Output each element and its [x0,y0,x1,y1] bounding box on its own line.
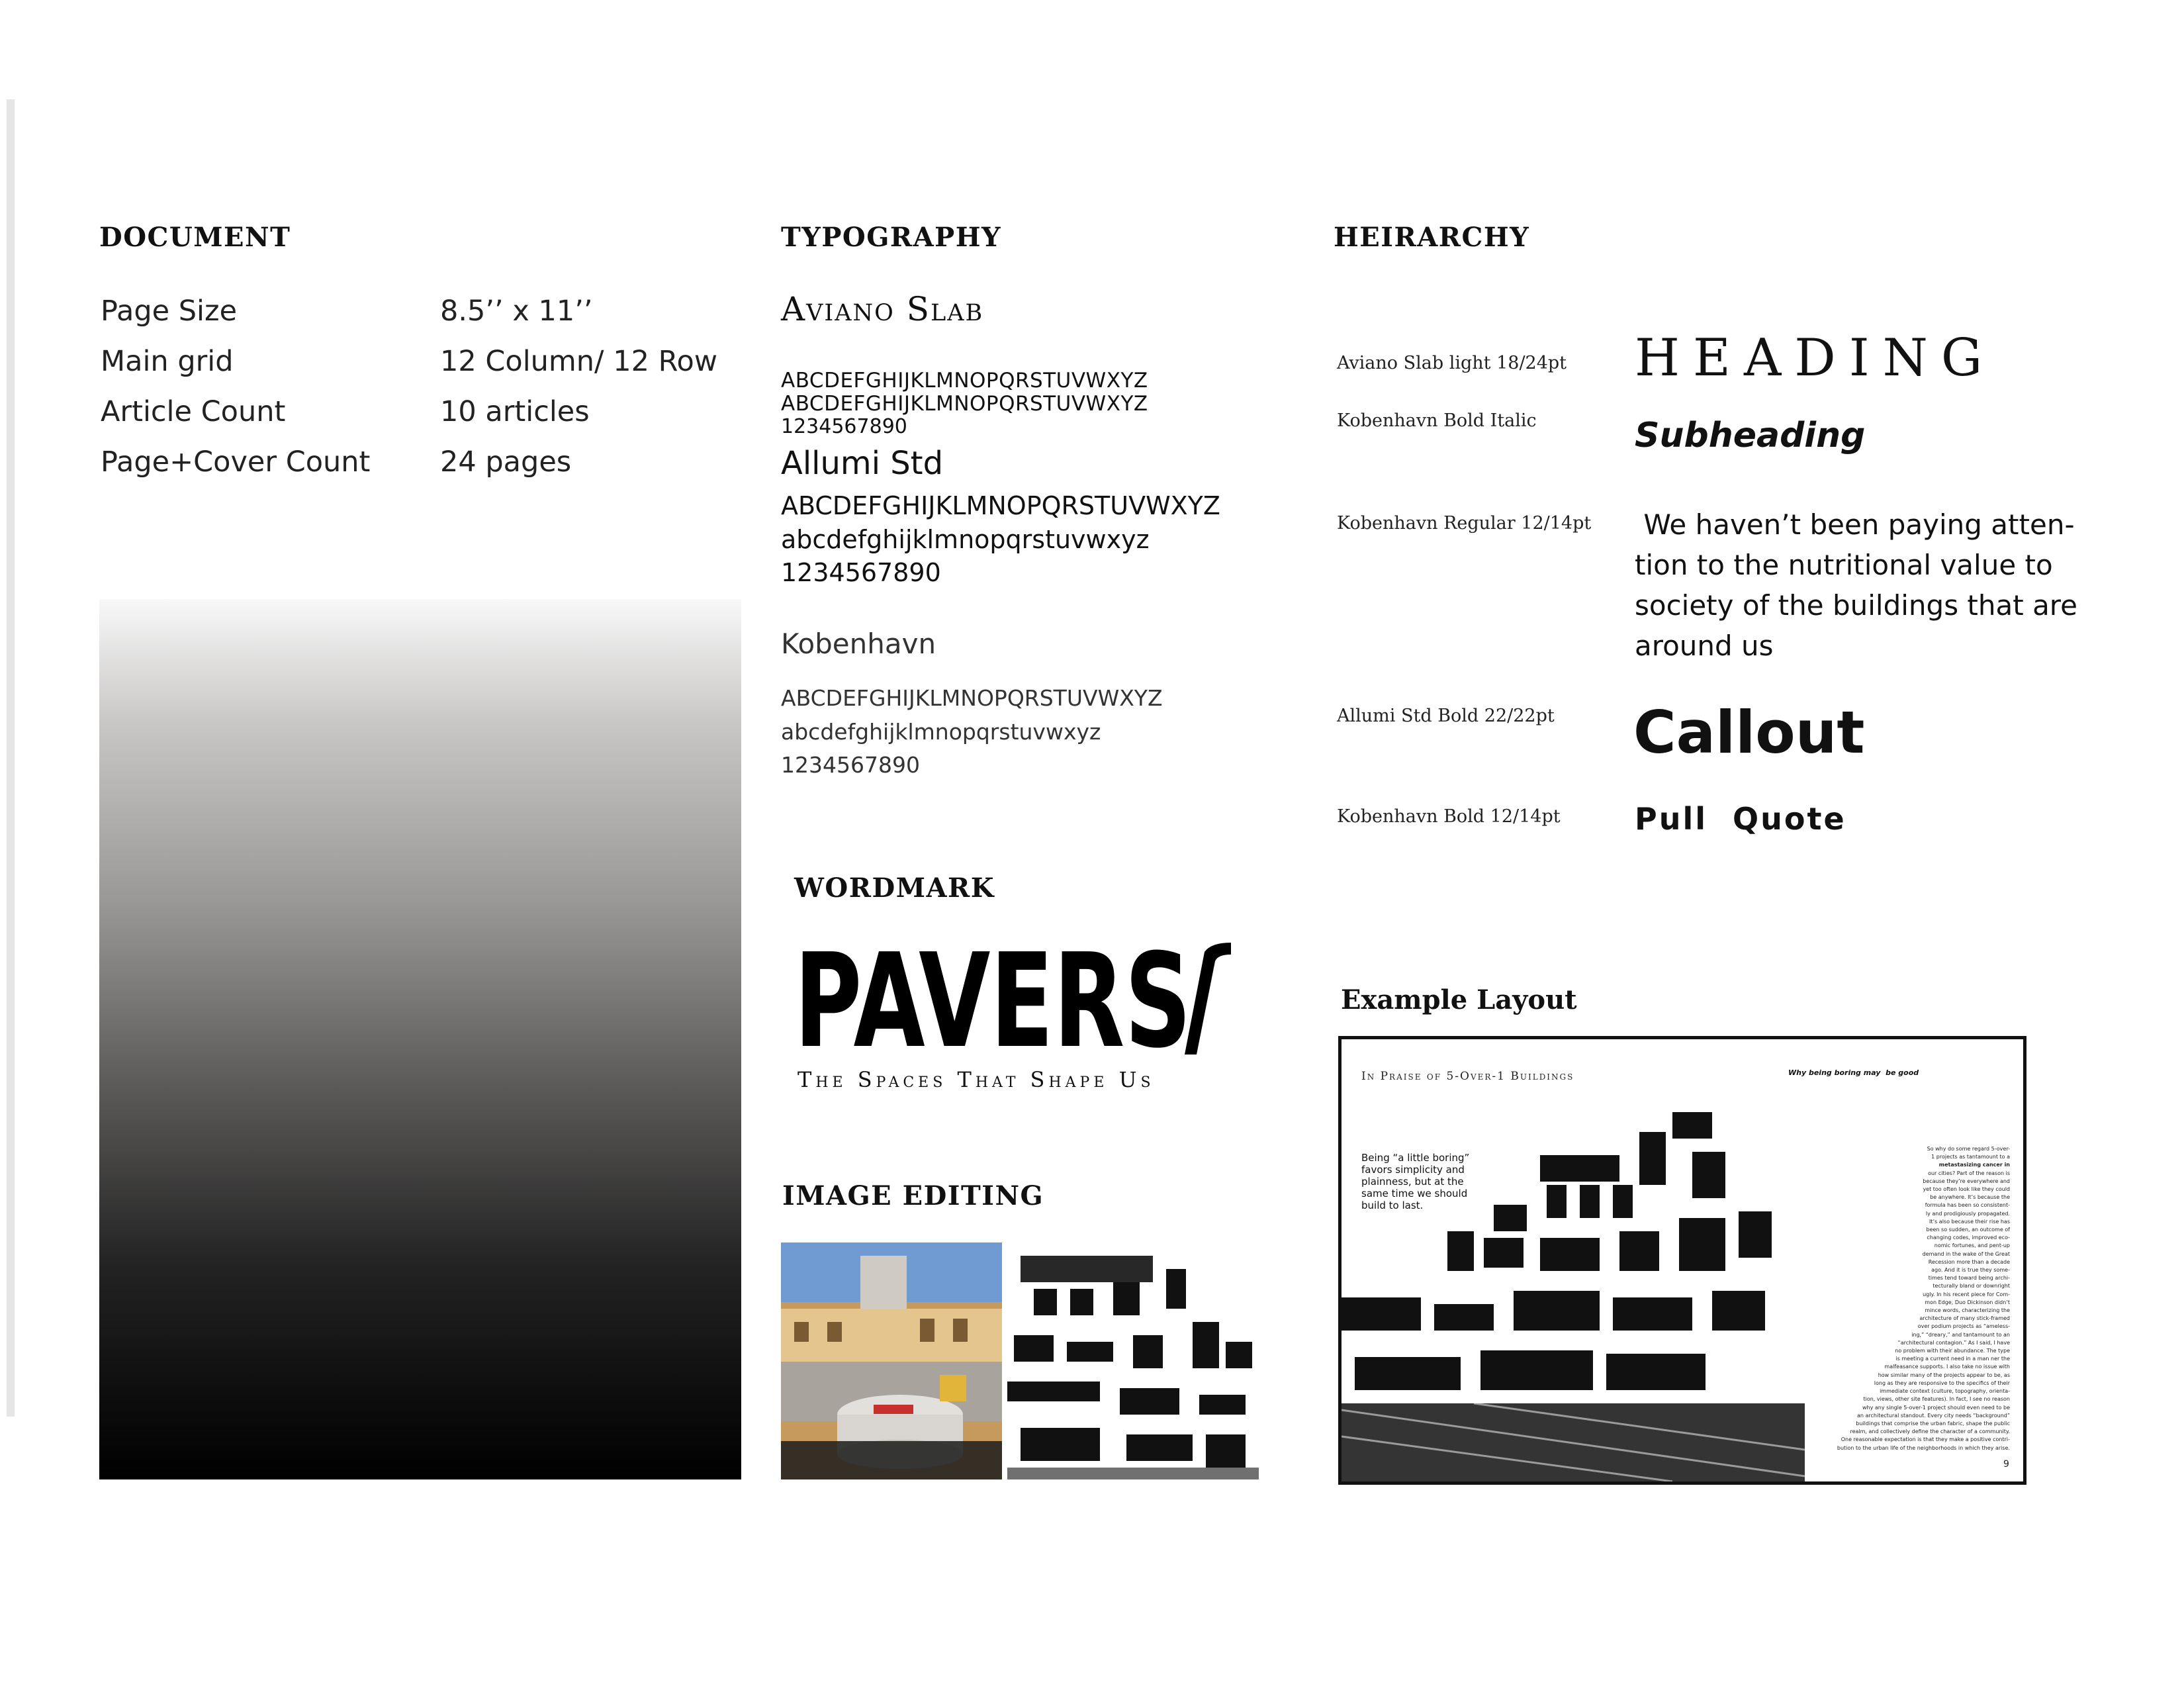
body-sample-line: around us [1635,630,1774,662]
heading-spec-label: Aviano Slab light 18/24pt [1337,353,1567,373]
edited-threshold-photo [1007,1243,1259,1479]
body-line: why any single 5-over-1 project should even need to be [1862,1404,2010,1411]
body-line: ugly. In his recent piece for Com- [1923,1291,2010,1297]
wordmark-section-title: WORDMARK [794,872,995,904]
heading-sample: HEADING [1635,328,1996,388]
body-line: yet too often look like they could [1923,1186,2010,1193]
body-text-sample [1635,504,2077,666]
body-line: bution to the urban life of the neighborhoods in which they arise. [1837,1444,2010,1451]
callout-sample: Callout [1633,698,1865,767]
subheading-spec-label: Kobenhavn Bold Italic [1337,410,1537,431]
body-line: malfeasance supports. I also take no issue with [1884,1364,2010,1370]
original-construction-photo [781,1243,1002,1479]
body-line: nomic fortunes, and pent-up [1934,1243,2010,1249]
body-sample-line: tion to the nutritional value to [1635,549,2053,581]
kobenhavn-uppercase-sample: ABCDEFGHIJKLMNOPQRSTUVWXYZ [781,685,1163,711]
body-line: “architectural contagion.” As I said, I have [1897,1339,2010,1346]
body-line: changing codes, improved eco- [1927,1235,2010,1241]
pull-quote-line: build to last. [1361,1199,1424,1211]
body-line: over podium projects as “ameless- [1917,1323,2010,1330]
body-line: buildings that comprise the urban fabric, shape the public [1856,1420,2010,1427]
body-line: be anywhere. It’s because the [1930,1194,2010,1201]
body-line: tecturally bland or downright [1933,1283,2010,1289]
pavers-logo [794,939,1231,1058]
document-section-title: DOCUMENT [99,222,291,253]
body-line: immediate context (culture, topography, orienta- [1880,1388,2010,1395]
page-size-label: Page Size [101,295,238,328]
pull-quote-line: Being “a little boring” [1361,1152,1470,1164]
body-line: formula has been so consistent- [1925,1202,2010,1209]
pull-quote-sample: Pull Quote [1635,801,1846,837]
page-edge-rule [7,99,15,1417]
body-line: mon Edge, Duo Dickinson didn’t [1925,1299,2010,1305]
allumi-uppercase-sample: ABCDEFGHIJKLMNOPQRSTUVWXYZ [781,491,1220,520]
body-line: demand in the wake of the Great [1922,1250,2010,1257]
layout-page-number: 9 [2003,1459,2009,1470]
body-line: Recession more than a decade [1928,1258,2010,1265]
body-line: metastasizing cancer in [1938,1162,2010,1168]
layout-article-header: In Praise of 5-Over-1 Buildings [1361,1070,1574,1083]
body-line: been so sudden, an outcome of [1926,1227,2010,1233]
page-count-label: Page+Cover Count [101,445,371,479]
body-line: is meeting a current need in a man ner the [1895,1356,2010,1362]
body-line: One reasonable expectation is that they make a positive contri- [1841,1436,2010,1443]
typography-section-title: TYPOGRAPHY [781,222,1002,253]
body-line: It’s also because their rise has [1929,1218,2010,1225]
body-spec-label: Kobenhavn Regular 12/14pt [1337,513,1592,534]
body-line: mince words, characterizing the [1925,1307,2010,1314]
article-count-value: 10 articles [440,395,590,428]
wordmark-tagline: The Spaces That Shape Us [797,1067,1155,1092]
pavers-logo-text: PAVERS [794,939,1191,1058]
pull-quote-line: same time we should [1361,1188,1468,1199]
body-line: So why do some regard 5-over- [1927,1146,2010,1152]
pull-quote-spec-label: Kobenhavn Bold 12/14pt [1337,806,1561,827]
body-line: realm, and collectively define the character of a community. [1850,1429,2010,1435]
allumi-std-name: Allumi Std [781,445,944,482]
body-line: ing,” “dreary,” and tantamount to an [1911,1331,2010,1338]
aviano-second-sample: ABCDEFGHIJKLMNOPQRSTUVWXYZ [781,392,1148,416]
kobenhavn-lowercase-sample: abcdefghijklmnopqrstuvwxyz [781,719,1101,745]
body-line: 1 projects as tantamount to a [1931,1154,2010,1160]
body-line: ly and prodigiously propagated. [1925,1210,2010,1217]
article-count-label: Article Count [101,395,286,428]
subheading-sample: Subheading [1635,416,1866,455]
body-line: tion, views, other site features). In fact, I see no reason [1863,1396,2010,1403]
body-line: an architectural standout. Every city needs “background” [1856,1412,2010,1419]
page-size-value: 8.5’’ x 11’’ [440,295,593,328]
main-grid-value: 12 Column/ 12 Row [440,345,718,378]
body-line: no problem with their abundance. The type [1895,1348,2010,1354]
aviano-digits-sample: 1234567890 [781,415,907,438]
example-layout-thumbnail [1338,1036,2026,1485]
body-line: long as they are responsive to the specifics of their [1874,1380,2010,1386]
main-grid-label: Main grid [101,345,234,378]
body-sample-line: society of the buildings that are [1635,589,2077,622]
kobenhavn-name: Kobenhavn [781,628,936,660]
pull-quote-line: favors simplicity and [1361,1164,1465,1176]
page-count-value: 24 pages [440,445,572,479]
body-line: because they’re everywhere and [1923,1178,2010,1184]
example-layout-title: Example Layout [1341,984,1577,1015]
aviano-slab-name: Aviano Slab [781,290,984,328]
body-line: architecture of many stick-framed [1919,1315,2010,1322]
pull-quote-line: plainness, but at the [1361,1176,1464,1188]
allumi-lowercase-sample: abcdefghijklmnopqrstuvwxyz [781,525,1150,554]
aviano-uppercase-sample: ABCDEFGHIJKLMNOPQRSTUVWXYZ [781,369,1148,393]
body-line: ago. And it is true they some- [1931,1267,2010,1274]
body-sample-line: We haven’t been paying atten- [1635,508,2075,541]
callout-spec-label: Allumi Std Bold 22/22pt [1337,706,1555,726]
image-editing-section-title: IMAGE EDITING [782,1180,1044,1211]
body-line: how similar many of the projects appear to be, as [1878,1372,2010,1378]
layout-body-text [1808,1145,2010,1452]
kobenhavn-digits-sample: 1234567890 [781,752,920,778]
body-line: times tend toward being archi- [1928,1275,2010,1282]
hierarchy-section-title: HEIRARCHY [1334,222,1530,253]
body-line: our cities? Part of the reason is [1928,1170,2010,1176]
grayscale-gradient-swatch [99,599,741,1479]
layout-building-illustration [1342,1105,1805,1481]
allumi-digits-sample: 1234567890 [781,558,941,587]
layout-article-kicker: Why being boring may be good [1788,1068,1919,1077]
